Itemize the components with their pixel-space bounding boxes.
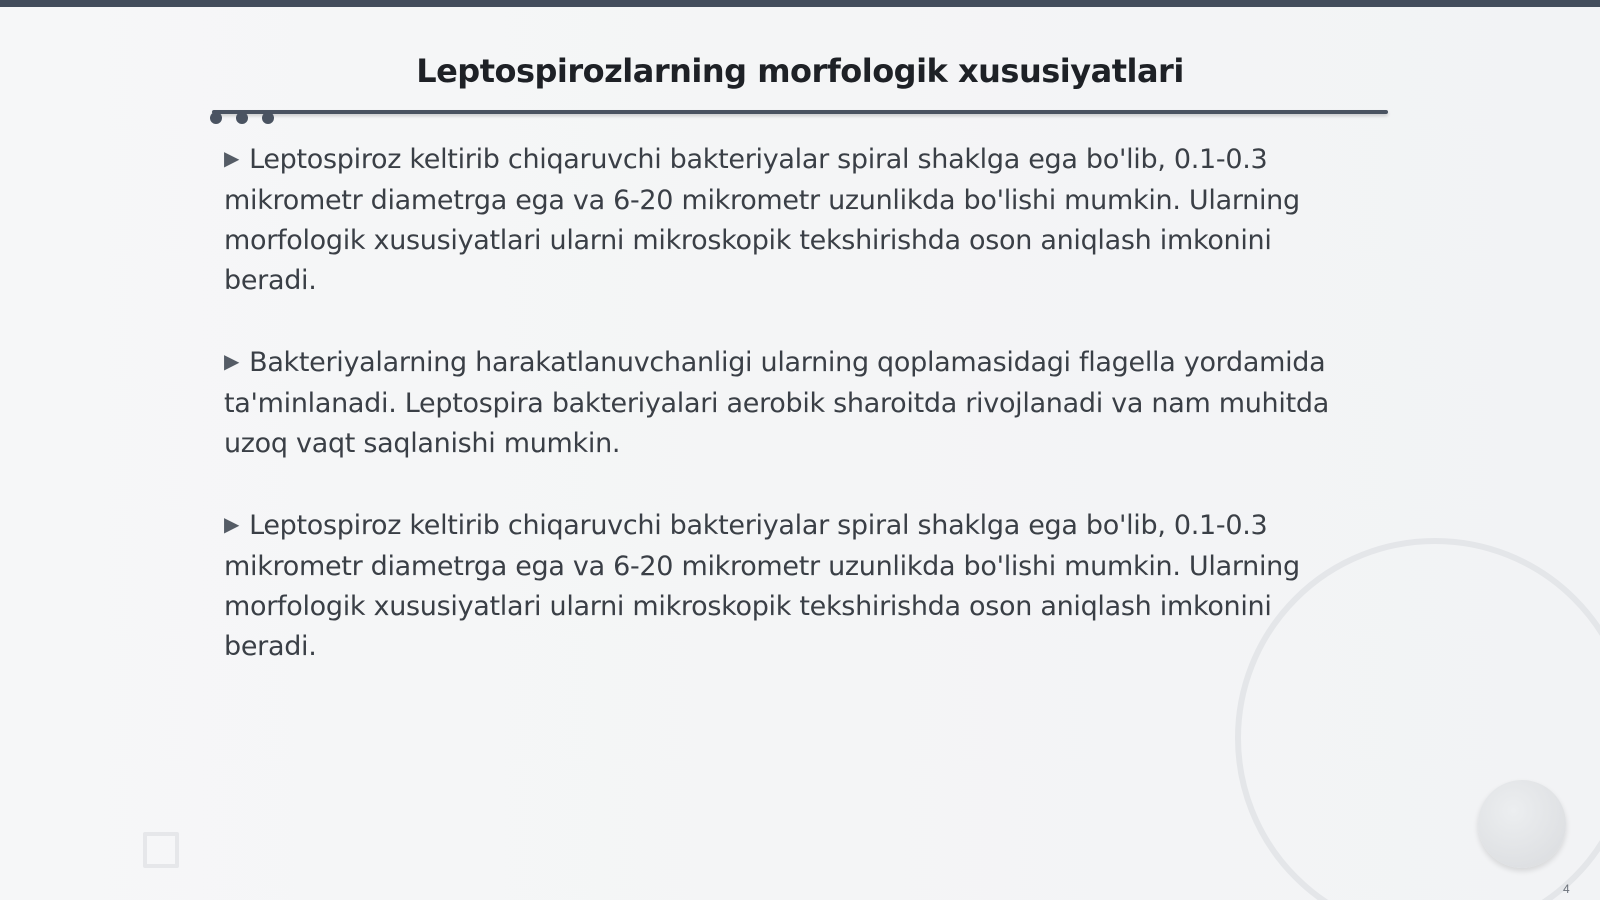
- bullet-arrow-icon: ▶: [224, 349, 240, 373]
- bullet-list: [224, 140, 1364, 709]
- top-accent-bar: [0, 0, 1600, 7]
- decorative-square: [143, 832, 179, 868]
- page-number: 4: [1563, 882, 1570, 896]
- bullet-item: [224, 343, 1364, 464]
- bullet-text: Leptospiroz keltirib chiqaruvchi bakteriyalar spiral shaklga ega bo'lib, 0.1-0.3 mikrometr diametrga ega va 6-20 mikrometr uzunlikda bo'lishi mumkin. Ularning morfologik xususiyatlari ularni mikroskopik tekshirishda oson aniqlash imkonini beradi.: [224, 510, 1300, 662]
- bullet-arrow-icon: ▶: [224, 146, 240, 170]
- bullet-text: Bakteriyalarning harakatlanuvchanligi ularning qoplamasidagi flagella yordamida ta'minlanadi. Leptospira bakteriyalari aerobik sharoitda rivojlanadi va nam muhitda uzoq vaqt saqlanishi mumkin.: [224, 347, 1329, 459]
- bullet-item: [224, 506, 1364, 667]
- decorative-circle: [1478, 780, 1566, 868]
- rule-dot-2: [236, 112, 248, 124]
- rule-dot-3: [262, 112, 274, 124]
- bullet-text: Leptospiroz keltirib chiqaruvchi bakteriyalar spiral shaklga ega bo'lib, 0.1-0.3 mikrometr diametrga ega va 6-20 mikrometr uzunlikda bo'lishi mumkin. Ularning morfologik xususiyatlari ularni mikroskopik tekshirishda oson aniqlash imkonini beradi.: [224, 144, 1300, 296]
- bullet-item: [224, 140, 1364, 301]
- slide-title: Leptospirozlarning morfologik xususiyatlari: [416, 52, 1184, 90]
- bullet-arrow-icon: ▶: [224, 512, 240, 536]
- title-underline: [212, 110, 1388, 114]
- rule-dot-1: [210, 112, 222, 124]
